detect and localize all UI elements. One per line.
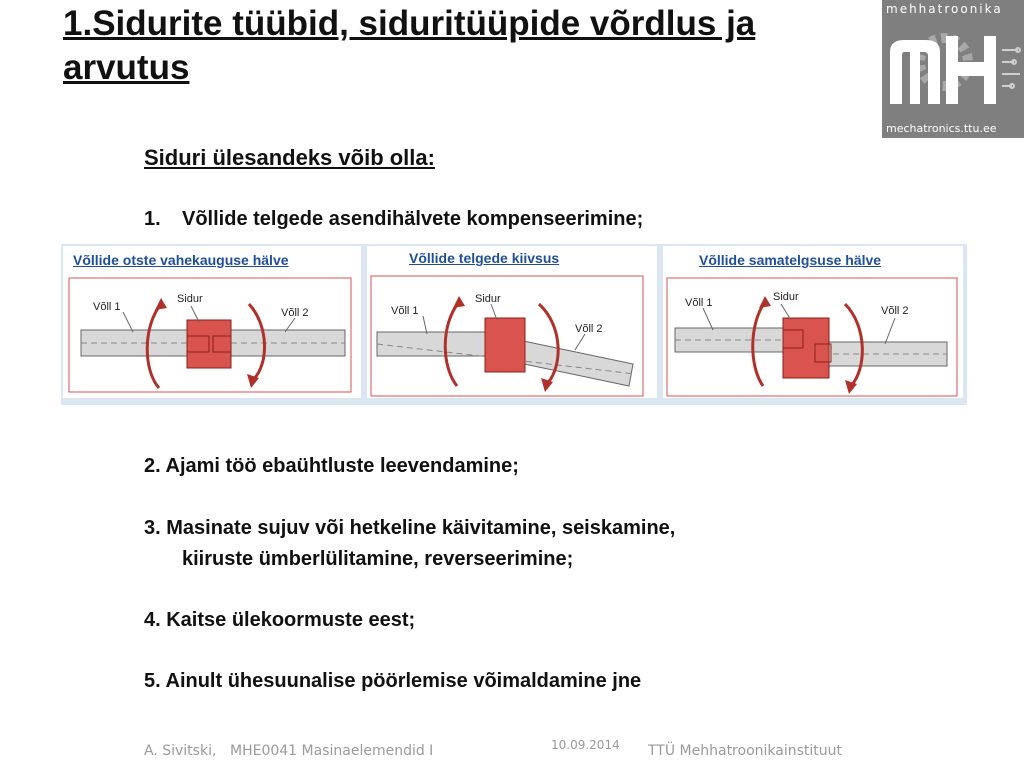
- footer-course: MHE0041 Masinaelemendid I: [230, 743, 434, 759]
- panel-1-coupling-label: Sidur: [177, 293, 203, 305]
- logo-mark-icon: [882, 0, 1024, 138]
- footer-date: 10.09.2014: [551, 738, 620, 752]
- axial-offset-diagram: [63, 246, 361, 398]
- mechatronics-logo: [882, 0, 1024, 138]
- list-item-1: [144, 205, 643, 233]
- panel-angular: [367, 246, 657, 398]
- list-item-1-number: 1.: [144, 208, 161, 230]
- panel-parallel-offset: [663, 246, 963, 398]
- panel-1-title: Võllide otste vahekauguse hälve: [73, 252, 289, 268]
- panel-3-title: Võllide samatelgsuse hälve: [699, 252, 882, 268]
- list-item-4: 4. Kaitse ülekoormuste eest;: [144, 609, 416, 631]
- panel-1-shaft2-label: Võll 2: [281, 307, 309, 319]
- panel-2-shaft1-label: Võll 1: [391, 305, 419, 317]
- parallel-offset-diagram: [663, 246, 963, 398]
- panel-2-shaft2-label: Võll 2: [575, 323, 603, 335]
- slide-title: 1.Sidurite tüübid, siduritüüpide võrdlus ja arvutus: [63, 4, 756, 87]
- logo-top-text: mehhatroonika: [886, 2, 1003, 16]
- list-item-5: 5. Ainult ühesuunalise pöörlemise võimaldamine jne: [144, 670, 642, 692]
- panel-3-shaft2-label: Võll 2: [881, 305, 909, 317]
- footer-institute: TTÜ Mehhatroonikainstituut: [648, 743, 843, 759]
- panel-3-coupling-label: Sidur: [773, 291, 799, 303]
- list-item-3: 3. Masinate sujuv või hetkeline käivitamine, seiskamine,: [144, 517, 676, 539]
- panel-2-coupling-label: Sidur: [475, 293, 501, 305]
- panel-1-shaft1-label: Võll 1: [93, 301, 121, 313]
- list-item-2: 2. Ajami töö ebaühtluste leevendamine;: [144, 455, 519, 477]
- misalignment-diagrams: [61, 244, 967, 405]
- angular-misalignment-diagram: [367, 246, 657, 398]
- logo-url-text: mechatronics.ttu.ee: [886, 122, 997, 135]
- list-item-3-continuation: kiiruste ümberlülitamine, reverseerimine;: [182, 548, 574, 570]
- footer-author: A. Sivitski,: [144, 743, 217, 759]
- list-item-1-text: Võllide telgede asendihälvete kompenseerimine;: [182, 208, 644, 230]
- subheading: Siduri ülesandeks võib olla:: [144, 145, 435, 170]
- panel-axial-offset: [63, 246, 361, 398]
- panel-2-title: Võllide telgede kiivsus: [409, 250, 560, 266]
- panel-3-shaft1-label: Võll 1: [685, 297, 713, 309]
